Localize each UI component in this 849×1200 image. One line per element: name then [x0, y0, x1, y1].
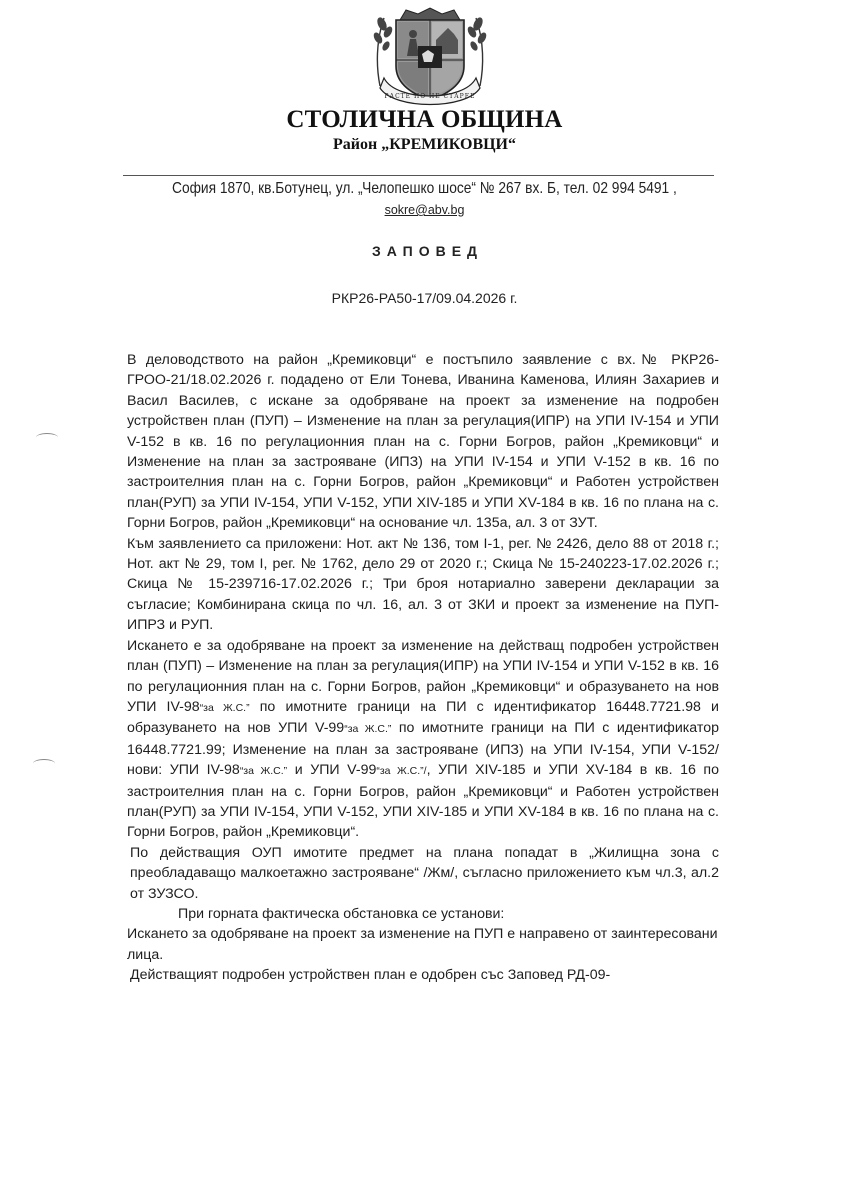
request-text: и УПИ V-99 — [287, 762, 377, 779]
zs-designation: “за Ж.С.”/ — [376, 765, 427, 778]
office-address: София 1870, кв.Ботунец, ул. „Челопешко шосе“ № 267 вх. Б, тел. 02 994 5491 , — [172, 180, 677, 197]
crest-motto: РАСТЕ НО НЕ СТАРЕЕ — [384, 93, 476, 100]
paragraph-request — [127, 636, 719, 843]
request-text: , УПИ XIV-185 и УПИ XV-184 в кв. 16 по застроителния план на с. Горни Богров, район „Кремиковци“ и Работен устройствен план(РУП) за УПИ IV-154, УПИ V-152, УПИ XIV-185 и УПИ XV-184 в кв. 16 по плана на с. Горни Богров, район „Кремиковци“. — [127, 762, 720, 841]
organization-title: СТОЛИЧНА ОБЩИНА — [286, 106, 563, 133]
zs-designation: “за Ж.С.” — [199, 701, 250, 714]
finding-existing-plan: Действащият подробен устройствен план е одобрен със Заповед РД-09- — [130, 967, 611, 984]
request-text: по имотните граници на ПИ с идентификатор 16448.7721.99; Изменение на план за застрояване (ИПЗ) на УПИ IV-154, УПИ V-152/ нови: УПИ IV-98 — [127, 720, 719, 779]
request-text: Искането е за одобряване на проект за изменение на действащ подробен устройствен план (ПУП) – Изменение на план за регулация(ИПР) на УПИ IV-154 и УПИ V-152 в кв. 16 по регулационния план на с. Горни Богров, район „Кремиковци“ и образуването на нов УПИ IV-98 — [127, 637, 719, 715]
document-number: РКР26-РА50-17/09.04.2026 г. — [331, 290, 518, 306]
finding-interested-parties: Искането за одобряване на проект за изменение на ПУП е направено от заинтересовани лица. — [127, 926, 718, 963]
punch-hole-mark — [33, 759, 55, 768]
findings-heading: При горната фактическа обстановка се установи: — [178, 905, 505, 922]
document-body — [127, 350, 719, 986]
punch-hole-mark — [36, 433, 58, 442]
request-text: по имотните граници на ПИ с идентификатор 16448.7721.98 и образуването на нов УПИ V-99 — [127, 698, 719, 737]
sofia-coat-of-arms-icon — [366, 6, 494, 110]
district-name: Район „КРЕМИКОВЦИ“ — [332, 136, 516, 153]
paragraph-attachments: Към заявлението са приложени: Нот. акт № 136, том I-1, рег. № 2426, дело 88 от 2018 г.; Нот. акт № 29, том I, рег. № 1762, дело 29 от 2020 г.; Скица № 15-240223-17.02.2026 г.; Скица № 15-239716-17.02.2026 г.; Три броя нотариално заверени декларации за съгласие; Комбинирана скица по чл. 16, ал. 3 от ЗКИ и проект за изменение на ПУП- ИПРЗ и РУП. — [127, 535, 719, 634]
zs-designation: “за Ж.С.” — [344, 723, 392, 736]
paragraph-zoning: По действащия ОУП имотите предмет на плана попадат в „Жилищна зона с преобладаващо малкоетажно застрояване“ /Жм/, съгласно приложението към чл.3, ал.2 от ЗУЗСО. — [130, 844, 719, 902]
email-link[interactable]: sokre@abv.bg — [384, 203, 465, 217]
paragraph-application: В деловодството на район „Кремиковци“ е постъпило заявление с вх.№ РКР26-ГРОО-21/18.02.2026 г. подадено от Ели Тонева, Иванина Каменова, Илиян Захариев и Васил Василев, с искане за одобряване на проект за изменение на подробен устройствен план (ПУП) – Изменение на план за регулация(ИПР) на УПИ IV-154 и УПИ V-152 в кв. 16 по регулационния план на с. Горни Богров, район „Кремиковци“ и Изменение на план за застрояване (ИПЗ) на УПИ IV-154 и УПИ V-152 в кв. 16 по застроителния план на с. Горни Богров, район „Кремиковци“ и Работен устройствен план(РУП) за УПИ IV-154, УПИ V-152, УПИ XIV-185 и УПИ XV-184 в кв. 16 по плана на с. Горни Богров, район „Кремиковци“ на основание чл. 135а, ал. 3 от ЗУТ. — [127, 352, 719, 532]
zs-designation: “за Ж.С.” — [239, 765, 288, 778]
document-title: ЗАПОВЕД — [371, 243, 484, 259]
header-divider — [123, 175, 714, 176]
